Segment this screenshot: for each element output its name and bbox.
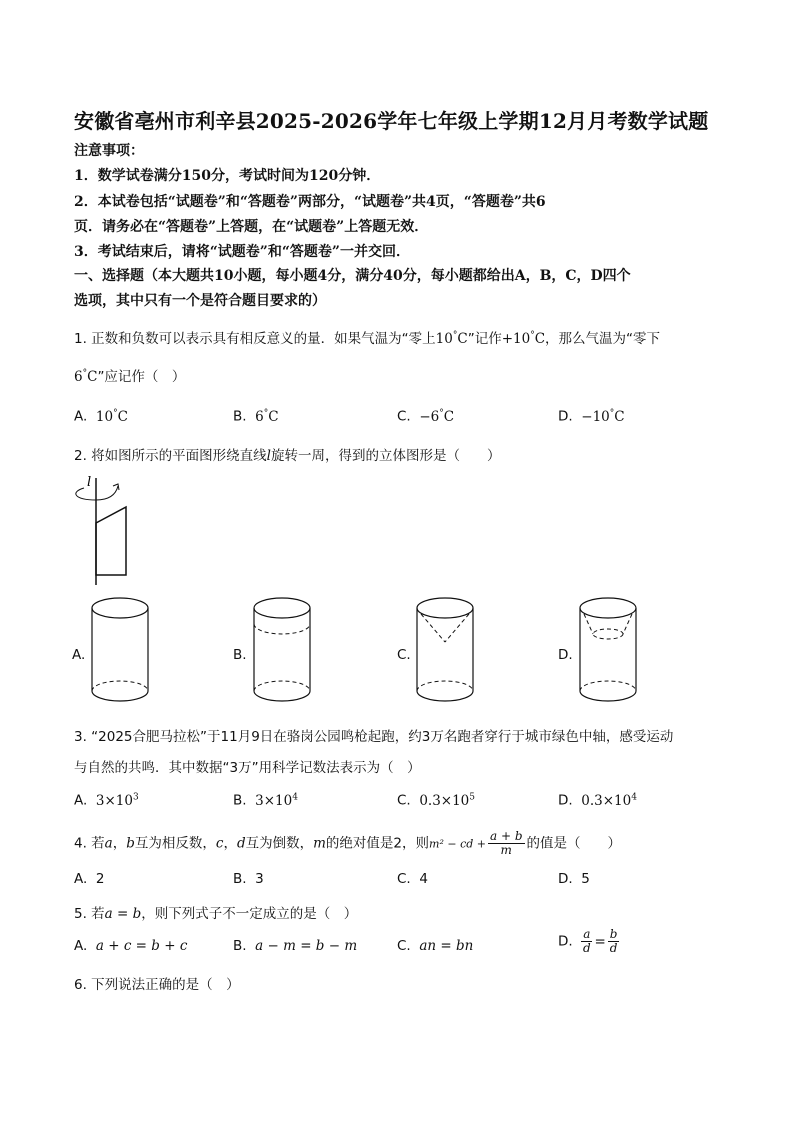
question-5-stem: 5. 若a = b，则下列式子不一定成立的是（ ） — [74, 906, 358, 922]
q2-option-d-label[interactable]: D. — [558, 647, 573, 663]
q5-condition: a = b — [104, 906, 142, 922]
q1-temp-2: +10°C — [501, 330, 546, 347]
q4-expression: m² − cd + — [429, 837, 486, 851]
q1-text-b: ”记作 — [467, 331, 502, 347]
note-2-line-1: 2．本试卷包括“试题卷”和“答题卷”两部分，“试题卷”共4页，“答题卷”共6 — [74, 194, 546, 210]
q2-option-b-label[interactable]: B. — [233, 647, 247, 663]
q1-temp-3: 6°C — [74, 368, 98, 385]
note-1: 1．数学试卷满分150分，考试时间为120分钟． — [74, 168, 381, 184]
question-3-line-2: 与自然的共鸣．其中数据“3万”用科学记数法表示为（ ） — [74, 760, 421, 776]
question-3-line-1: 3. “2025合肥马拉松”于11月9日在骆岗公园鸣枪起跑，约3万名跑者穿行于城市绿色中轴，感受运动 — [74, 729, 674, 745]
q1-option-c[interactable]: C. −6°C — [397, 408, 455, 425]
q1-temp-1: 10°C — [435, 330, 468, 347]
question-4-stem: 4. 若a，b互为相反数，c，d互为倒数，m的绝对值是2，则m² − cd + $\frac{a + b}{m}$ 的值是（ ） — [74, 829, 622, 857]
question-1-line-2 — [74, 365, 185, 385]
page-title: 安徽省亳州市利辛县2025-2026学年七年级上学期12月月考数学试题 — [74, 109, 709, 133]
q5-option-c[interactable]: C. an = bn — [397, 938, 474, 954]
q2-axis-label: l — [87, 475, 92, 490]
q2-plane-figure — [60, 470, 140, 590]
note-2-line-2: 页．请务必在“答题卷”上答题，在“试题卷”上答题无效． — [74, 219, 429, 235]
q3-option-a[interactable]: A. $3\times 10^3$ — [74, 792, 139, 809]
q1-option-d[interactable]: D. −10°C — [558, 408, 625, 425]
q1-option-a[interactable]: A. 10°C — [74, 408, 128, 425]
question-2-stem: 2. 将如图所示的平面图形绕直线l旋转一周，得到的立体图形是（ ） — [74, 448, 501, 464]
section-1-heading-line-2: 选项，其中只有一个是符合题目要求的） — [74, 293, 326, 309]
q2-option-c-label[interactable]: C. — [397, 647, 411, 663]
q2-option-a-label[interactable]: A. — [72, 647, 86, 663]
q2-option-c-cylinder-with-cone[interactable] — [415, 596, 477, 706]
question-1-line-1 — [74, 327, 660, 347]
q4-option-c[interactable]: C. 4 — [397, 871, 428, 887]
q1-text-a: 1. 正数和负数可以表示具有相反意义的量．如果气温为“零上 — [74, 331, 436, 347]
q1-option-b[interactable]: B. 6°C — [233, 408, 279, 425]
q4-option-b[interactable]: B. 3 — [233, 871, 264, 887]
q1-text-c: ，那么气温为“零下 — [545, 331, 661, 347]
q4-fraction: $\frac{a + b}{m}$ — [489, 829, 523, 857]
q4-option-a[interactable]: A. 2 — [74, 871, 105, 887]
q5-option-b[interactable]: B. a − m = b − m — [233, 938, 358, 954]
q5-option-a[interactable]: A. a + c = b + c — [74, 938, 188, 954]
q2-variable-l: l — [266, 448, 271, 464]
q2-option-a-cylinder[interactable] — [90, 596, 152, 706]
section-1-heading-line-1: 一、选择题（本大题共10小题，每小题4分，满分40分，每小题都给出A，B，C，D四个 — [74, 268, 631, 284]
q5-option-d[interactable]: D. $\frac{a}{d}$ = $\frac{b}{d}$ — [558, 927, 618, 955]
note-3: 3．考试结束后，请将“试题卷”和“答题卷”一并交回． — [74, 244, 410, 260]
q3-option-b[interactable]: B. $3\times 10^4$ — [233, 792, 298, 809]
q3-option-d[interactable]: D. $0.3\times 10^4$ — [558, 792, 637, 809]
q2-option-b-cylinder[interactable] — [252, 596, 314, 706]
q3-option-c[interactable]: C. $0.3\times 10^5$ — [397, 792, 476, 809]
q2-option-d-cylinder-with-frustum[interactable] — [578, 596, 640, 706]
q4-option-d[interactable]: D. 5 — [558, 871, 590, 887]
question-6-stem: 6. 下列说法正确的是（ ） — [74, 977, 240, 993]
notes-heading: 注意事项： — [74, 143, 144, 159]
q1-text-d: ”应记作（ ） — [97, 369, 186, 385]
